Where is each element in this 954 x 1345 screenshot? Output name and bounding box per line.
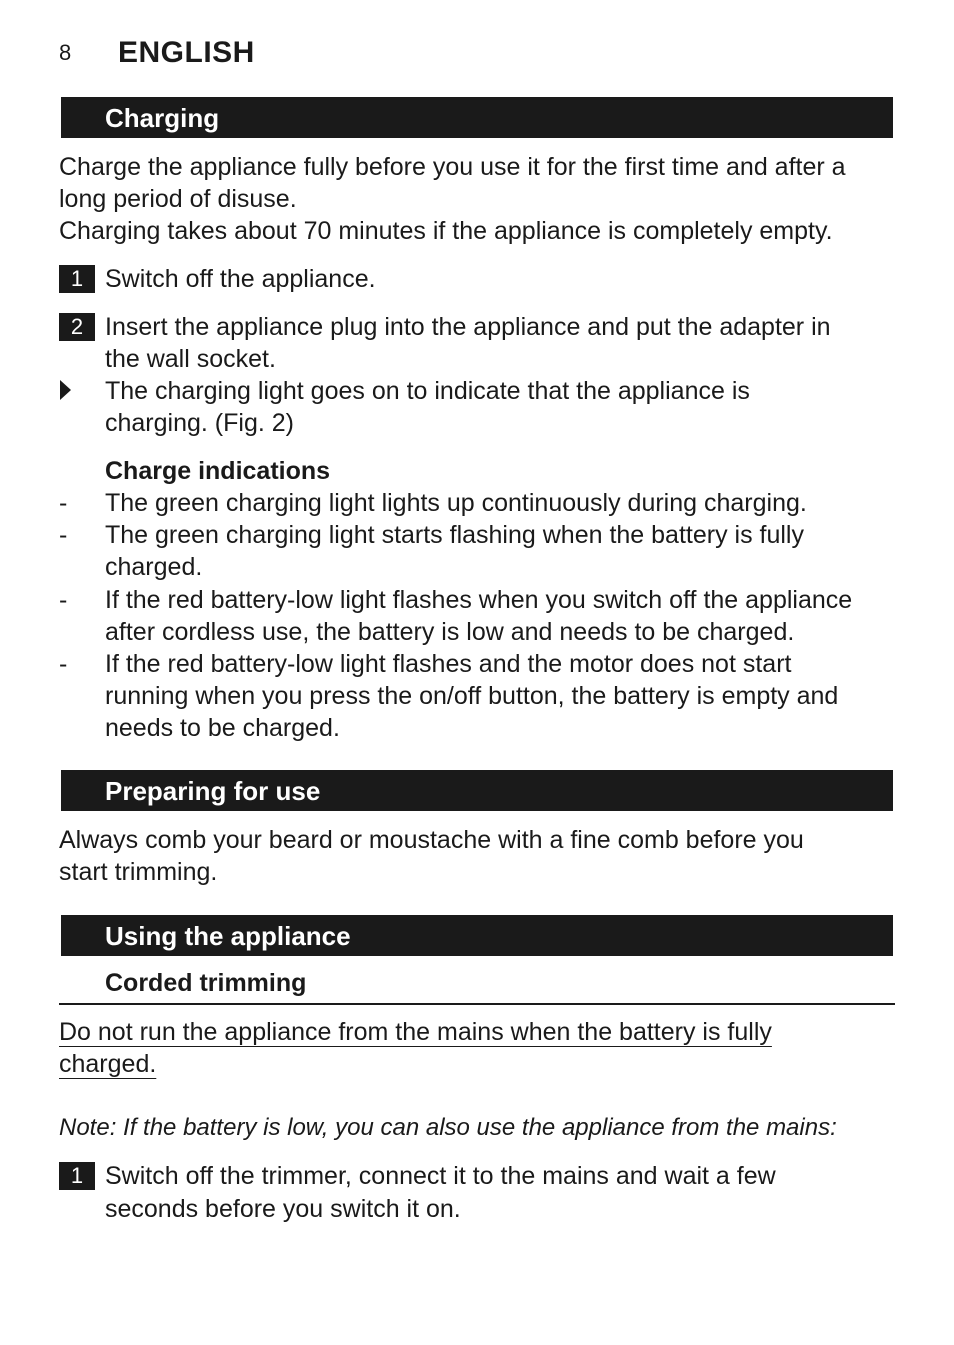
section-title: Using the appliance (105, 921, 351, 951)
list-item-continued: running when you press the on/off button, the battery is empty and (105, 682, 839, 710)
section-title: Preparing for use (105, 776, 321, 806)
subheading-rule (59, 1003, 895, 1005)
charging-intro-line-3: Charging takes about 70 minutes if the appliance is completely empty. (59, 217, 833, 245)
preparing-text-line-2: start trimming. (59, 858, 218, 886)
step-text: Switch off the trimmer, connect it to the mains and wait a few (105, 1162, 776, 1190)
charging-intro-line-2: long period of disuse. (59, 185, 297, 213)
result-text-continued: charging. (Fig. 2) (105, 409, 294, 437)
step-text: Insert the appliance plug into the appliance and put the adapter in (105, 313, 831, 341)
result-bullet-icon (60, 380, 71, 400)
list-dash: - (59, 586, 68, 614)
list-item-continued: charged. (105, 553, 203, 581)
list-dash: - (59, 650, 68, 678)
step-number: 1 (59, 265, 95, 293)
list-item: If the red battery-low light flashes and the motor does not start (105, 650, 792, 678)
list-item-continued: needs to be charged. (105, 714, 340, 742)
step-text: Switch off the appliance. (105, 265, 376, 293)
step-number: 2 (59, 313, 95, 341)
page-number: 8 (59, 40, 72, 65)
preparing-text-line-1: Always comb your beard or moustache with a fine comb before you (59, 826, 804, 854)
note-text: Note: If the battery is low, you can also use the appliance from the mains: (59, 1114, 837, 1141)
section-header-charging (61, 97, 893, 138)
result-text: The charging light goes on to indicate that the appliance is (105, 377, 750, 405)
warning-line-2: charged. (59, 1050, 157, 1078)
charging-intro-line-1: Charge the appliance fully before you use it for the first time and after a (59, 153, 846, 181)
list-item-continued: after cordless use, the battery is low and needs to be charged. (105, 618, 795, 646)
language-heading: ENGLISH (118, 36, 255, 69)
list-dash: - (59, 489, 68, 517)
list-dash: - (59, 521, 68, 549)
section-title: Charging (105, 103, 220, 133)
subheading-corded-trimming: Corded trimming (105, 969, 307, 997)
step-number: 1 (59, 1162, 95, 1190)
list-item: The green charging light lights up continuously during charging. (105, 489, 807, 517)
subheading-charge-indications: Charge indications (105, 457, 331, 485)
section-header-using (61, 915, 893, 956)
step-text-continued: seconds before you switch it on. (105, 1195, 461, 1223)
step-text-continued: the wall socket. (105, 345, 276, 373)
list-item: If the red battery-low light flashes when you switch off the appliance (105, 586, 853, 614)
list-item: The green charging light starts flashing when the battery is fully (105, 521, 804, 549)
warning-line-1: Do not run the appliance from the mains when the battery is fully (59, 1018, 772, 1046)
section-header-preparing (61, 770, 893, 811)
